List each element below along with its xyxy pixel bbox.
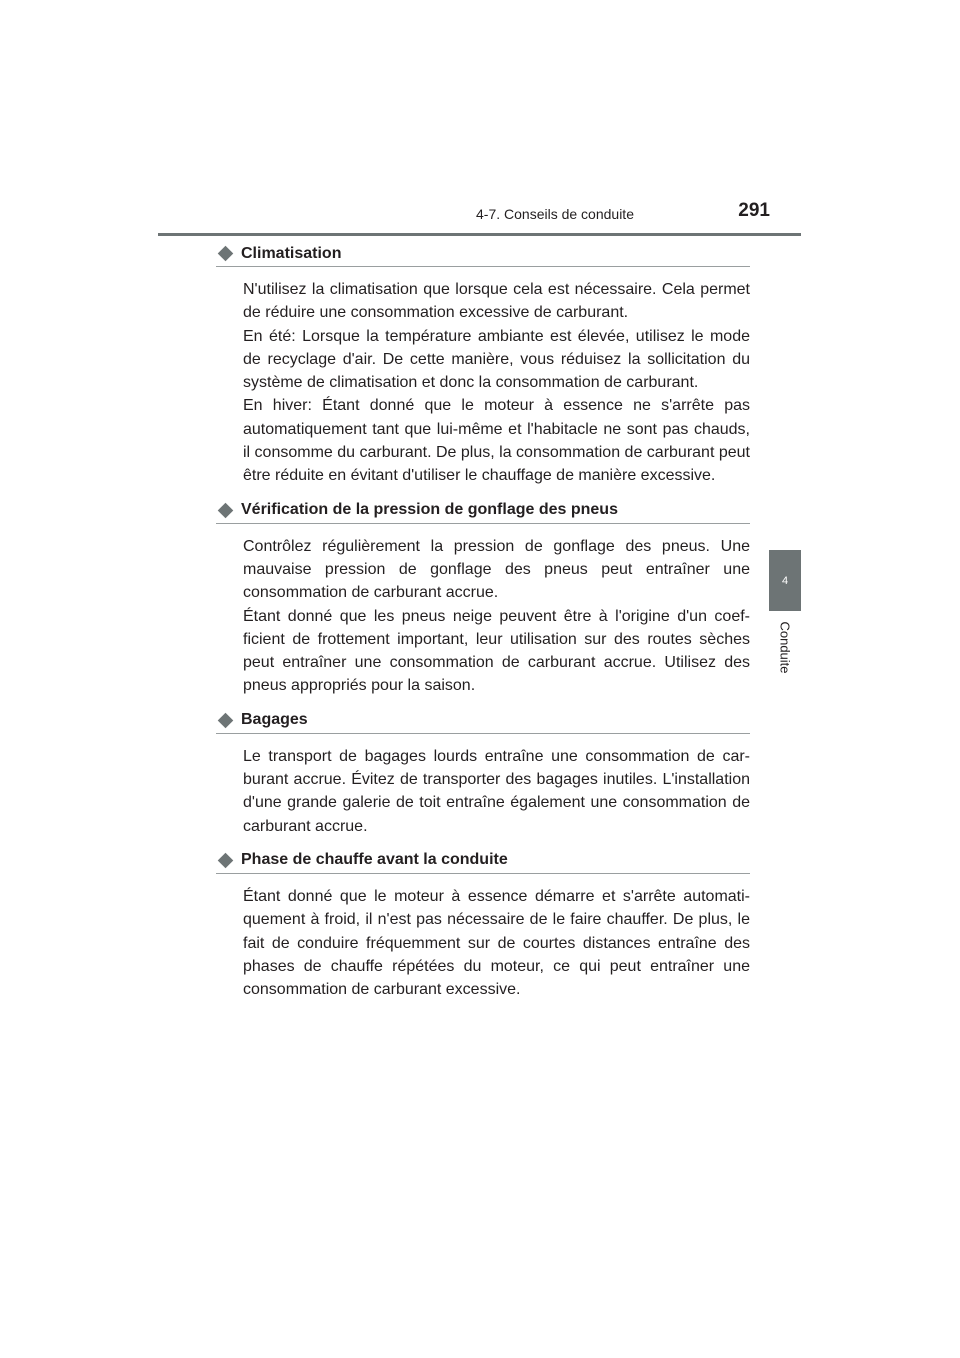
- paragraph: Étant donné que le moteur à essence démarre et s'arrête automatiquement à froid, il n'est pas nécessaire de le faire chauffer. De plus, le fait de conduire fréquemment sur de courtes distances entraîne des phases de chauffe répétées du moteur, ce qui peut entraîner une consommation de carburant excessive.: [243, 887, 750, 999]
- section-tire-pressure: [216, 499, 750, 698]
- section-title: Vérification de la pression de gonflage des pneus: [241, 501, 618, 519]
- section-climatisation: [216, 242, 750, 488]
- diamond-bullet-icon: [218, 712, 234, 728]
- header-rule: [158, 233, 801, 236]
- section-heading: [216, 709, 750, 734]
- section-heading: [216, 499, 750, 524]
- section-title: Phase de chauffe avant la conduite: [241, 851, 508, 869]
- section-heading: [216, 849, 750, 874]
- section-title: Bagages: [241, 711, 308, 729]
- chapter-tab-label: [769, 612, 801, 682]
- paragraph: Étant donné que les pneus neige peuvent être à l'origine d'un coefficient de frottement important, leur utilisation sur des routes sèches peut entraîner une consommation de carburant accrue. Utilisez des pneus appropriés pour la saison.: [243, 607, 750, 695]
- section-warm-up: [216, 849, 750, 1001]
- diamond-bullet-icon: [218, 853, 234, 869]
- page-number: 291: [738, 200, 770, 221]
- section-title: Climatisation: [241, 244, 342, 262]
- chapter-header: 4-7. Conseils de conduite: [476, 206, 634, 222]
- paragraph: En hiver: Étant donné que le moteur à essence ne s'arrête pas automatiquement tant que lui-même et l'habitacle ne sont pas chauds, il consomme du carburant. De plus, la consommation de carburant peut être réduite en évitant d'utiliser le chauffage de manière excessive.: [243, 397, 750, 485]
- diamond-bullet-icon: [218, 246, 234, 262]
- diamond-bullet-icon: [218, 502, 234, 518]
- page-content: [216, 242, 750, 1012]
- chapter-tab-label-text: Conduite: [777, 620, 793, 674]
- paragraph: Contrôlez régulièrement la pression de gonflage des pneus. Une mauvaise pression de gonflage des pneus peut entraîner une consommation de carburant accrue.: [243, 537, 750, 602]
- section-luggage: [216, 709, 750, 838]
- section-heading: [216, 242, 750, 267]
- paragraph: En été: Lorsque la température ambiante est élevée, utilisez le mode de recyclage d'air. De cette manière, vous réduisez la sollicitation du système de climatisation et donc la consommation de carburant.: [243, 327, 750, 392]
- paragraph: N'utilisez la climatisation que lorsque cela est nécessaire. Cela permet de réduire une consommation excessive de carburant.: [243, 281, 750, 322]
- paragraph: Le transport de bagages lourds entraîne une consommation de carburant accrue. Évitez de transporter des bagages inutiles. L'installation d'une grande galerie de toit entraîne également une consommation de carburant accrue.: [243, 747, 750, 835]
- chapter-tab: 4: [769, 550, 801, 611]
